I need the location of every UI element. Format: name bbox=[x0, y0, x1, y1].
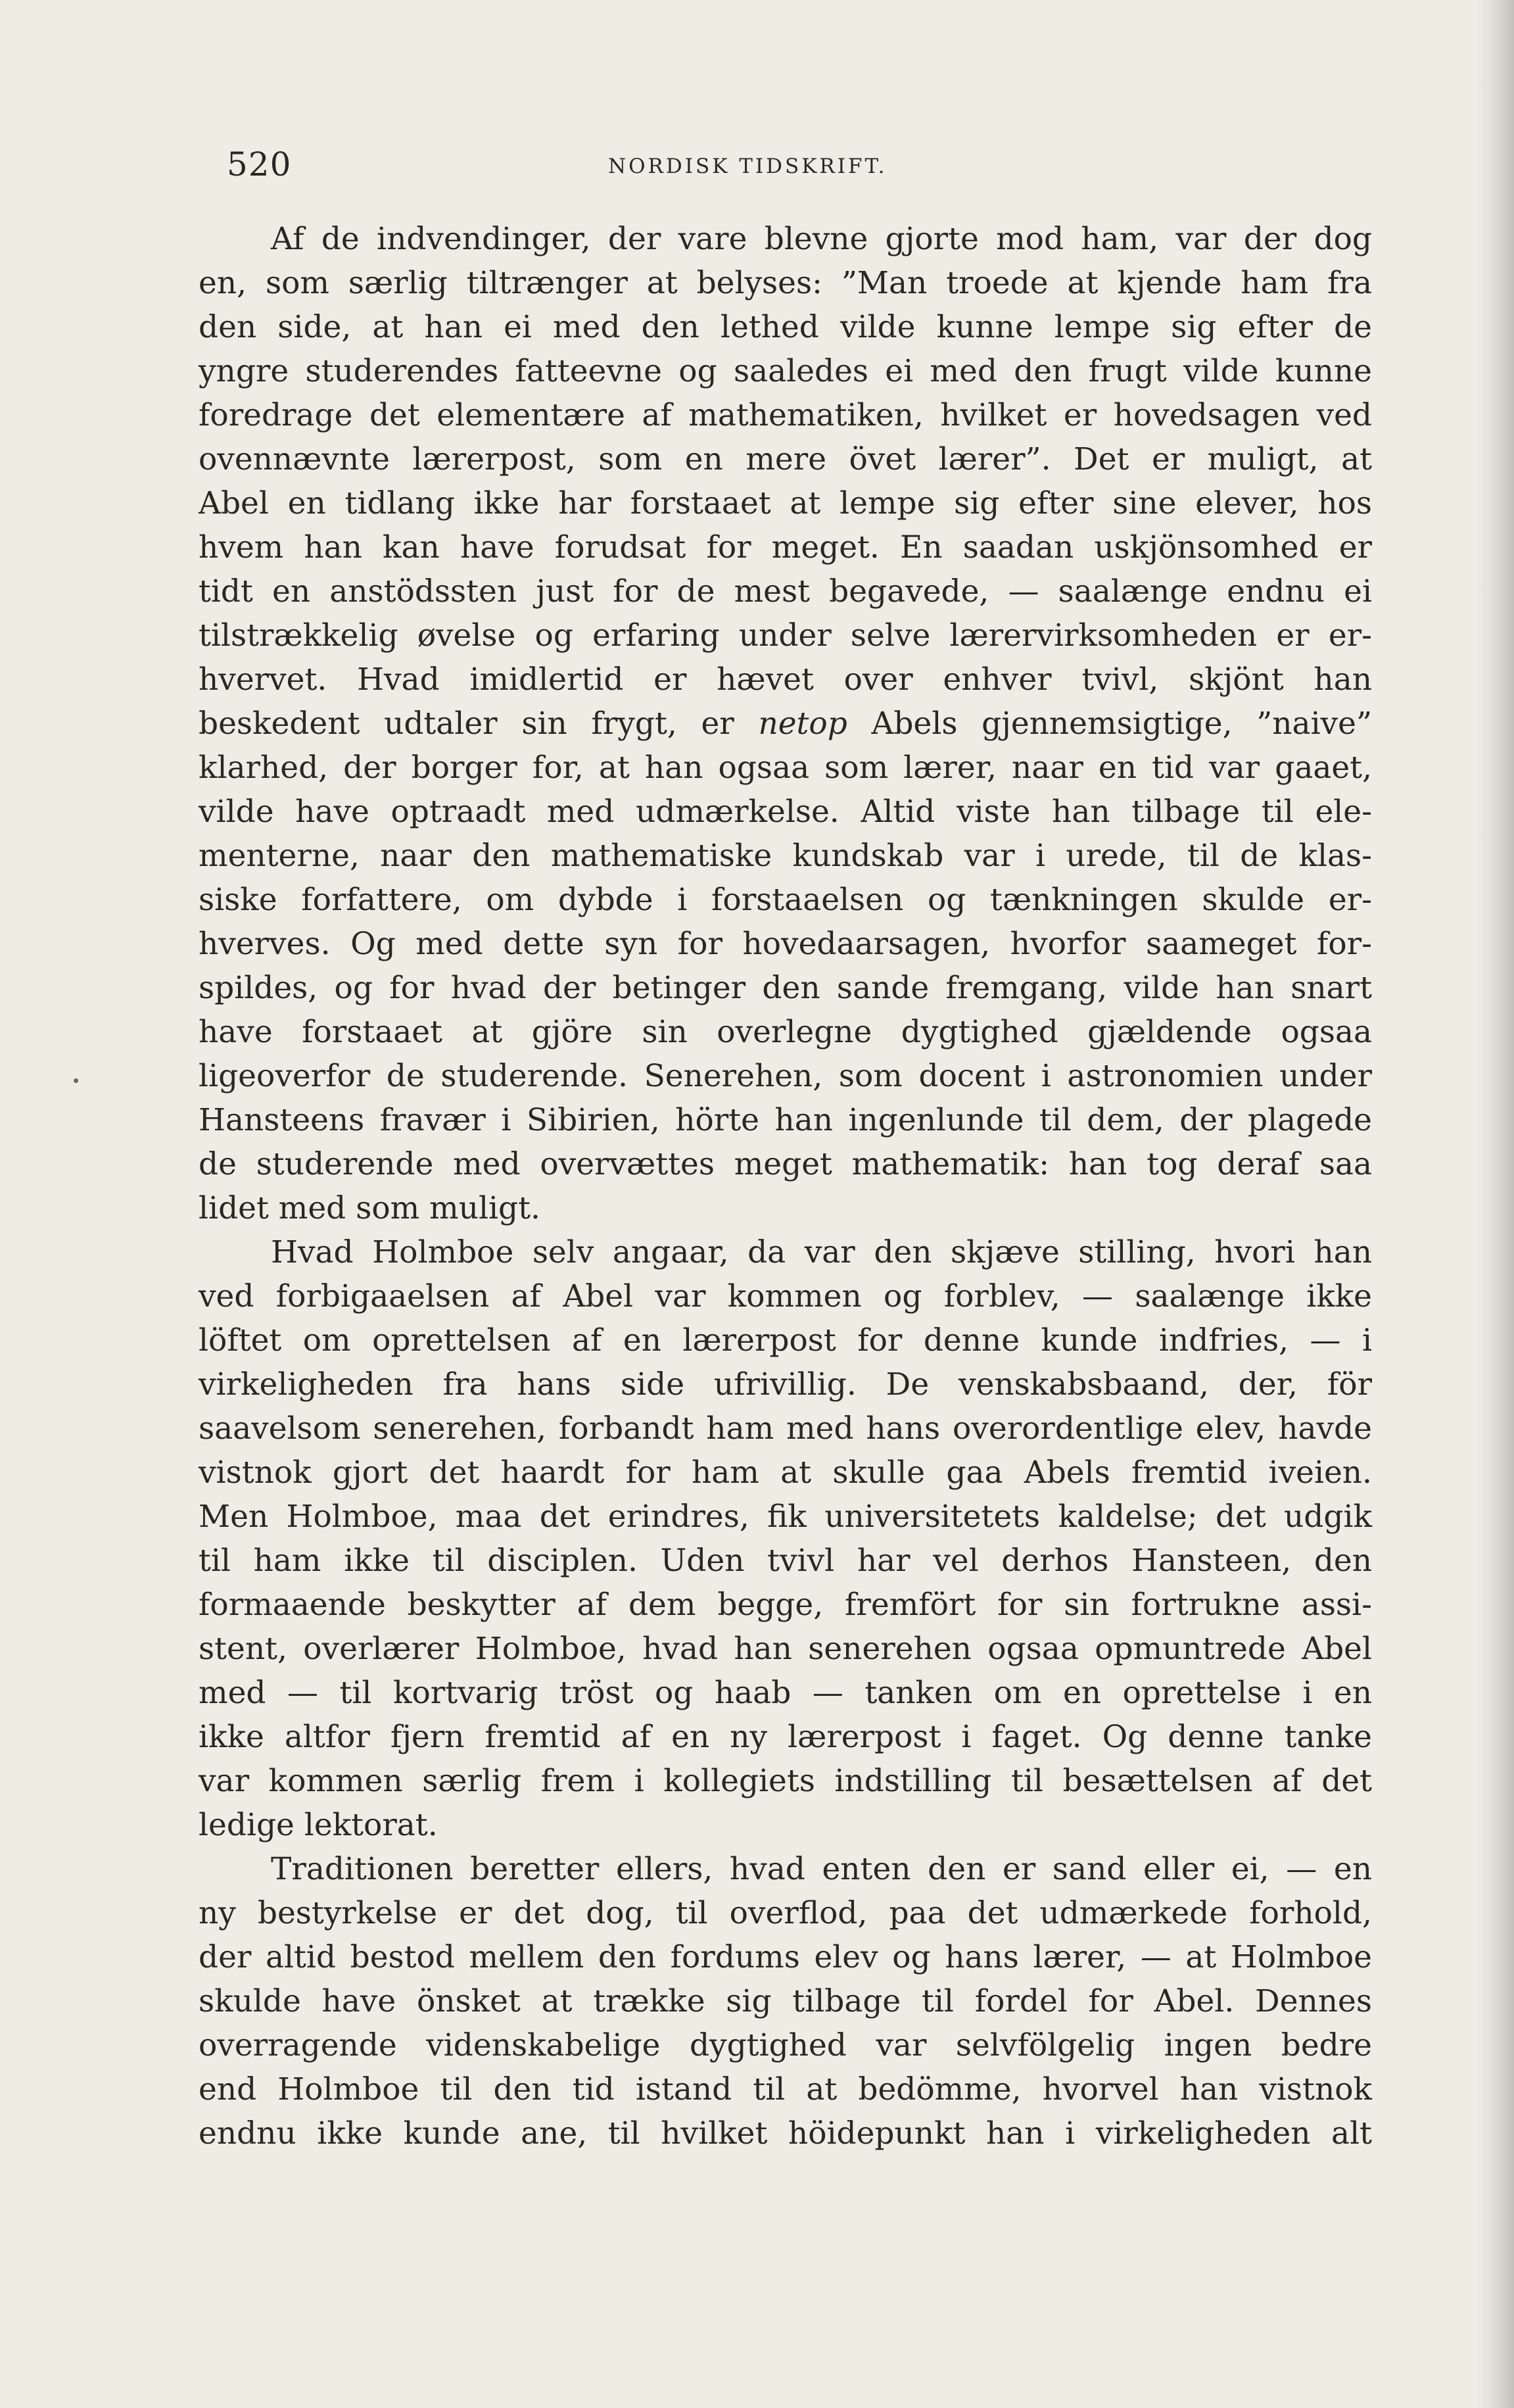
text-line: den side, at han ei med den lethed vilde kunne lempe sig efter de bbox=[199, 309, 1372, 345]
text-line: formaaende beskytter af dem begge, fremfört for sin fortrukne assi- bbox=[199, 1587, 1372, 1623]
body-text bbox=[199, 217, 1372, 2155]
text-line: ovennævnte lærerpost, som en mere övet lærer”. Det er muligt, at bbox=[199, 441, 1372, 477]
text-line: yngre studerendes fatteevne og saaledes ei med den frugt vilde kunne bbox=[199, 353, 1372, 389]
text-line: klarhed, der borger for, at han ogsaa som lærer, naar en tid var gaaet, bbox=[199, 750, 1372, 786]
text-line: til ham ikke til disciplen. Uden tvivl har vel derhos Hansteen, den bbox=[199, 1543, 1372, 1579]
text-line: spildes, og for hvad der betinger den sande fremgang, vilde han snart bbox=[199, 970, 1372, 1006]
text-line: tilstrækkelig øvelse og erfaring under selve lærervirksomheden er er- bbox=[199, 617, 1372, 654]
page-header bbox=[227, 141, 1374, 187]
page-number: 520 bbox=[227, 145, 292, 183]
text-line: menterne, naar den mathematiske kundskab var i urede, til de klas- bbox=[199, 838, 1372, 874]
text-line: Hvad Holmboe selv angaar, da var den skjæve stilling, hvori han bbox=[271, 1234, 1372, 1270]
text-line: beskedent udtaler sin frygt, er netop Abels gjennemsigtige, ”naive” bbox=[199, 706, 1372, 742]
text-line: overragende videnskabelige dygtighed var selvfölgelig ingen bedre bbox=[199, 2027, 1372, 2063]
text-line: endnu ikke kunde ane, til hvilket höidepunkt han i virkeligheden alt bbox=[199, 2115, 1372, 2152]
text-line: stent, overlærer Holmboe, hvad han senerehen ogsaa opmuntrede Abel bbox=[199, 1631, 1372, 1667]
text-line: var kommen særlig frem i kollegiets indstilling til besættelsen af det bbox=[199, 1763, 1372, 1799]
text-line: end Holmboe til den tid istand til at bedömme, hvorvel han vistnok bbox=[199, 2071, 1372, 2107]
text-line: vistnok gjort det haardt for ham at skulle gaa Abels fremtid iveien. bbox=[199, 1455, 1372, 1491]
text-line: tidt en anstödssten just for de mest begavede, — saalænge endnu ei bbox=[199, 573, 1372, 610]
emphasized-word: netop bbox=[758, 706, 847, 742]
text-line: Traditionen beretter ellers, hvad enten den er sand eller ei, — en bbox=[271, 1851, 1372, 1887]
text-line: der altid bestod mellem den fordums elev og hans lærer, — at Holmboe bbox=[199, 1939, 1372, 1975]
text-line: ikke altfor fjern fremtid af en ny lærerpost i faget. Og denne tanke bbox=[199, 1719, 1372, 1755]
text-line: Men Holmboe, maa det erindres, fik universitetets kaldelse; det udgik bbox=[199, 1499, 1372, 1535]
text-line: hverves. Og med dette syn for hovedaarsagen, hvorfor saameget for- bbox=[199, 926, 1372, 962]
text-line: hvem han kan have forudsat for meget. En saadan uskjönsomhed er bbox=[199, 529, 1372, 566]
text-line: skulde have önsket at trække sig tilbage til fordel for Abel. Dennes bbox=[199, 1983, 1372, 2019]
text-line: virkeligheden fra hans side ufrivillig. De venskabsbaand, der, för bbox=[199, 1366, 1372, 1403]
text-line: saavelsom senerehen, forbandt ham med hans overordentlige elev, havde bbox=[199, 1410, 1372, 1447]
text-line: ny bestyrkelse er det dog, til overflod, paa det udmærkede forhold, bbox=[199, 1895, 1372, 1931]
running-head: NORDISK TIDSKRIFT. bbox=[608, 155, 887, 178]
text-line: have forstaaet at gjöre sin overlegne dygtighed gjældende ogsaa bbox=[199, 1014, 1372, 1050]
text-line: ledige lektorat. bbox=[199, 1807, 438, 1843]
text-line: lidet med som muligt. bbox=[199, 1190, 540, 1226]
text-line: hvervet. Hvad imidlertid er hævet over enhver tvivl, skjönt han bbox=[199, 662, 1372, 698]
text-line: löftet om oprettelsen af en lærerpost for denne kunde indfries, — i bbox=[199, 1322, 1372, 1359]
text-line: en, som særlig tiltrænger at belyses: ”Man troede at kjende ham fra bbox=[199, 265, 1372, 301]
text-line: siske forfattere, om dybde i forstaaelsen og tænkningen skulde er- bbox=[199, 882, 1372, 918]
text-line: Hansteens fravær i Sibirien, hörte han ingenlunde til dem, der plagede bbox=[199, 1102, 1372, 1138]
text-line: med — til kortvarig tröst og haab — tanken om en oprettelse i en bbox=[199, 1675, 1372, 1711]
text-line: ved forbigaaelsen af Abel var kommen og forblev, — saalænge ikke bbox=[199, 1278, 1372, 1314]
text-line: Abel en tidlang ikke har forstaaet at lempe sig efter sine elever, hos bbox=[199, 485, 1372, 521]
text-line: Af de indvendinger, der vare blevne gjorte mod ham, var der dog bbox=[271, 221, 1372, 257]
spine-shadow bbox=[1475, 0, 1514, 2408]
text-line: de studerende med overvættes meget mathematik: han tog deraf saa bbox=[199, 1146, 1372, 1182]
text-line: foredrage det elementære af mathematiken, hvilket er hovedsagen ved bbox=[199, 397, 1372, 433]
margin-speck bbox=[74, 1078, 78, 1083]
text-line: vilde have optraadt med udmærkelse. Altid viste han tilbage til ele- bbox=[199, 794, 1372, 830]
text-line: ligeoverfor de studerende. Senerehen, som docent i astronomien under bbox=[199, 1058, 1372, 1094]
